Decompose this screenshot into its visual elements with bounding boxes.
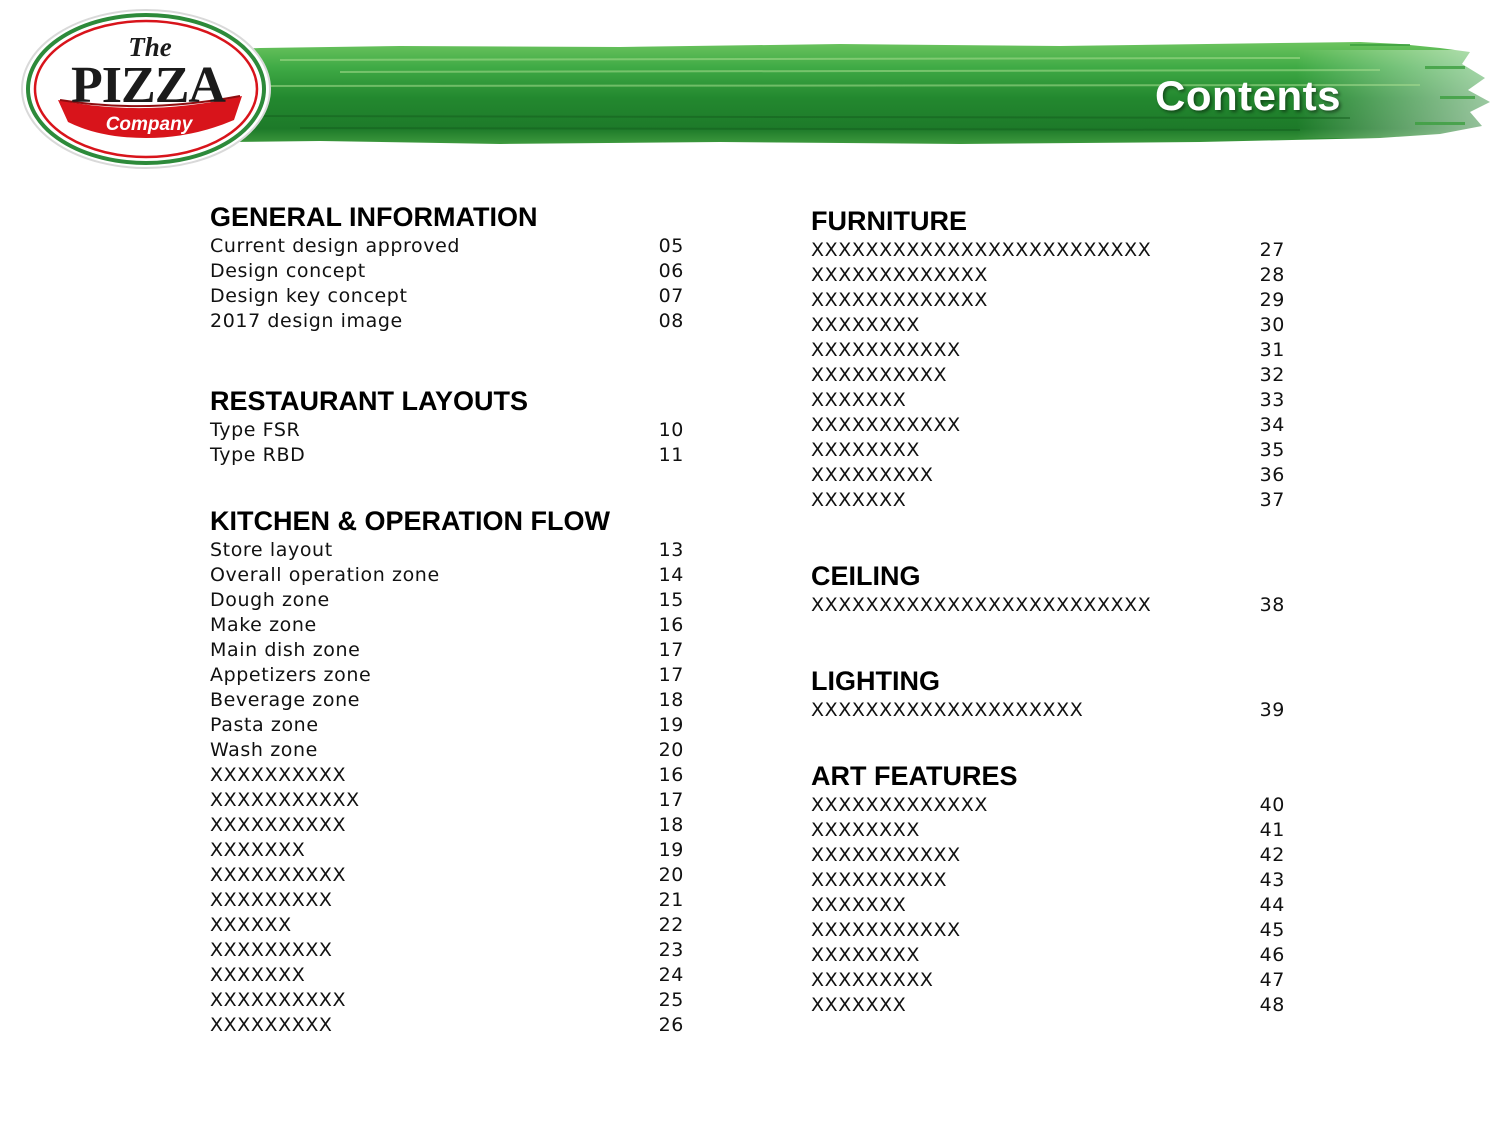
entry-label: XXXXXXXXXXXXXXXXXXXX [811,699,1084,721]
toc-section-general-information [210,200,700,334]
toc-entry[interactable] [811,313,1301,338]
toc-entry[interactable] [210,913,700,938]
entry-page-number: 26 [658,1014,684,1036]
toc-entry[interactable] [210,443,700,468]
entry-label: XXXXXXX [811,894,907,916]
entry-page-number: 48 [1259,994,1285,1016]
entry-page-number: 18 [658,689,684,711]
entry-page-number: 27 [1259,239,1285,261]
toc-entry[interactable] [210,988,700,1013]
entry-page-number: 40 [1259,794,1285,816]
entry-page-number: 38 [1259,594,1285,616]
toc-entry[interactable] [811,438,1301,463]
entry-list [811,593,1301,618]
entry-page-number: 17 [658,789,684,811]
entry-page-number: 13 [658,539,684,561]
section-title: KITCHEN & OPERATION FLOW [210,506,610,536]
entry-label: XXXXXXXXXXX [811,339,961,361]
entry-page-number: 35 [1259,439,1285,461]
entry-page-number: 18 [658,814,684,836]
toc-entry[interactable] [811,843,1301,868]
entry-label: XXXXXXXXXXXXXXXXXXXXXXXXX [811,239,1152,261]
toc-entry[interactable] [210,788,700,813]
entry-list [811,238,1301,513]
toc-entry[interactable] [210,713,700,738]
section-title: LIGHTING [811,666,940,696]
entry-page-number: 41 [1259,819,1285,841]
toc-section-lighting [811,664,1301,723]
toc-entry[interactable] [210,638,700,663]
toc-entry[interactable] [811,488,1301,513]
logo-text-the: The [128,32,172,62]
entry-label: XXXXXXXXXXX [210,789,360,811]
entry-label: Pasta zone [210,714,319,736]
entry-label: Type FSR [210,419,301,441]
entry-page-number: 36 [1259,464,1285,486]
logo-text-pizza: PIZZA [71,57,225,114]
toc-entry[interactable] [210,234,700,259]
entry-page-number: 25 [658,989,684,1011]
entry-page-number: 20 [658,739,684,761]
section-title: CEILING [811,561,921,591]
toc-entry[interactable] [811,868,1301,893]
entry-list [811,698,1301,723]
entry-page-number: 06 [658,260,684,282]
entry-page-number: 16 [658,764,684,786]
entry-label: Beverage zone [210,689,361,711]
entry-list [811,793,1301,1018]
entry-page-number: 11 [658,444,684,466]
toc-section-kitchen-operation-flow [210,504,700,1038]
entry-page-number: 23 [658,939,684,961]
entry-label: XXXXXXXXXX [210,764,347,786]
entry-label: XXXXXXXXX [210,939,333,961]
entry-page-number: 28 [1259,264,1285,286]
entry-label: Dough zone [210,589,330,611]
entry-page-number: 37 [1259,489,1285,511]
toc-entry[interactable] [210,738,700,763]
toc-entry[interactable] [811,593,1301,618]
entry-label: XXXXXXX [811,489,907,511]
entry-page-number: 15 [658,589,684,611]
entry-page-number: 19 [658,839,684,861]
toc-entry[interactable] [210,888,700,913]
entry-page-number: 07 [658,285,684,307]
logo-text-company: Company [105,114,193,135]
entry-page-number: 10 [658,419,684,441]
entry-label: XXXXXXXXX [811,464,934,486]
entry-label: Store layout [210,539,333,561]
entry-label: XXXXXXXX [811,819,920,841]
entry-label: Design key concept [210,285,408,307]
entry-label: XXXXXXXXXXXXX [811,264,989,286]
entry-page-number: 32 [1259,364,1285,386]
toc-entry[interactable] [210,863,700,888]
entry-page-number: 39 [1259,699,1285,721]
toc-entry[interactable] [210,813,700,838]
toc-entry[interactable] [210,259,700,284]
entry-page-number: 30 [1259,314,1285,336]
toc-entry[interactable] [811,698,1301,723]
toc-entry[interactable] [210,613,700,638]
entry-label: XXXXXXXXXX [210,989,347,1011]
toc-entry[interactable] [811,338,1301,363]
entry-page-number: 17 [658,664,684,686]
entry-label: XXXXXXXXXXX [811,844,961,866]
entry-page-number: 22 [658,914,684,936]
entry-label: Appetizers zone [210,664,372,686]
toc-entry[interactable] [210,938,700,963]
entry-page-number: 44 [1259,894,1285,916]
toc-entry[interactable] [210,688,700,713]
entry-page-number: 34 [1259,414,1285,436]
toc-entry[interactable] [811,388,1301,413]
entry-label: XXXXXXXXXX [811,364,948,386]
toc-entry[interactable] [210,309,700,334]
entry-label: Type RBD [210,444,306,466]
entry-label: XXXXXXXXX [811,969,934,991]
entry-label: XXXXXXX [210,964,306,986]
entry-list [210,234,700,334]
pizza-company-logo [20,8,272,170]
entry-page-number: 31 [1259,339,1285,361]
entry-label: XXXXXXXXXX [210,814,347,836]
entry-label: Current design approved [210,235,461,257]
entry-page-number: 19 [658,714,684,736]
toc-entry[interactable] [811,288,1301,313]
entry-list [210,538,700,1038]
page-title: Contents [1155,72,1341,119]
entry-page-number: 24 [658,964,684,986]
toc-entry[interactable] [210,563,700,588]
toc-section-furniture [811,204,1301,513]
toc-entry[interactable] [811,968,1301,993]
entry-label: XXXXXXXX [811,944,920,966]
toc-entry[interactable] [210,538,700,563]
toc-entry[interactable] [210,763,700,788]
entry-label: Design concept [210,260,366,282]
entry-label: XXXXXXX [811,994,907,1016]
toc-entry[interactable] [811,238,1301,263]
entry-label: XXXXXXXXXX [811,869,948,891]
entry-page-number: 42 [1259,844,1285,866]
entry-label: XXXXXXX [811,389,907,411]
entry-page-number: 46 [1259,944,1285,966]
entry-page-number: 14 [658,564,684,586]
entry-page-number: 43 [1259,869,1285,891]
section-title: RESTAURANT LAYOUTS [210,386,529,416]
toc-entry[interactable] [811,943,1301,968]
toc-entry[interactable] [811,413,1301,438]
toc-entry[interactable] [210,663,700,688]
entry-label: Make zone [210,614,317,636]
entry-label: XXXXXXXXXX [210,864,347,886]
entry-label: XXXXXXXX [811,439,920,461]
toc-entry[interactable] [210,418,700,443]
entry-page-number: 47 [1259,969,1285,991]
toc-section-ceiling [811,559,1301,618]
entry-page-number: 33 [1259,389,1285,411]
entry-page-number: 17 [658,639,684,661]
toc-entry[interactable] [210,838,700,863]
entry-page-number: 20 [658,864,684,886]
entry-label: XXXXXXXXX [210,889,333,911]
entry-page-number: 21 [658,889,684,911]
entry-page-number: 08 [658,310,684,332]
toc-entry[interactable] [811,918,1301,943]
toc-entry[interactable] [210,1013,700,1038]
entry-label: Overall operation zone [210,564,440,586]
entry-label: Wash zone [210,739,318,761]
entry-label: XXXXXXXXXXXXXXXXXXXXXXXXX [811,594,1152,616]
entry-page-number: 29 [1259,289,1285,311]
entry-label: XXXXXX [210,914,292,936]
entry-label: XXXXXXXXXXX [811,919,961,941]
toc-entry[interactable] [811,463,1301,488]
entry-label: XXXXXXXXXXXXX [811,794,989,816]
toc-section-art-features [811,759,1301,1018]
entry-label: 2017 design image [210,310,403,332]
entry-label: XXXXXXXXX [210,1014,333,1036]
toc-entry[interactable] [210,588,700,613]
entry-page-number: 45 [1259,919,1285,941]
entry-label: XXXXXXXX [811,314,920,336]
toc-entry[interactable] [811,818,1301,843]
toc-entry[interactable] [210,284,700,309]
toc-entry[interactable] [811,893,1301,918]
section-title: GENERAL INFORMATION [210,202,538,232]
entry-page-number: 16 [658,614,684,636]
toc-entry[interactable] [811,363,1301,388]
entry-list [210,418,700,468]
entry-label: XXXXXXXXXXXXX [811,289,989,311]
toc-entry[interactable] [811,993,1301,1018]
entry-label: XXXXXXX [210,839,306,861]
toc-entry[interactable] [811,793,1301,818]
entry-page-number: 05 [658,235,684,257]
entry-label: XXXXXXXXXXX [811,414,961,436]
toc-entry[interactable] [811,263,1301,288]
toc-section-restaurant-layouts [210,384,700,468]
toc-entry[interactable] [210,963,700,988]
entry-label: Main dish zone [210,639,361,661]
section-title: FURNITURE [811,206,967,236]
section-title: ART FEATURES [811,761,1018,791]
